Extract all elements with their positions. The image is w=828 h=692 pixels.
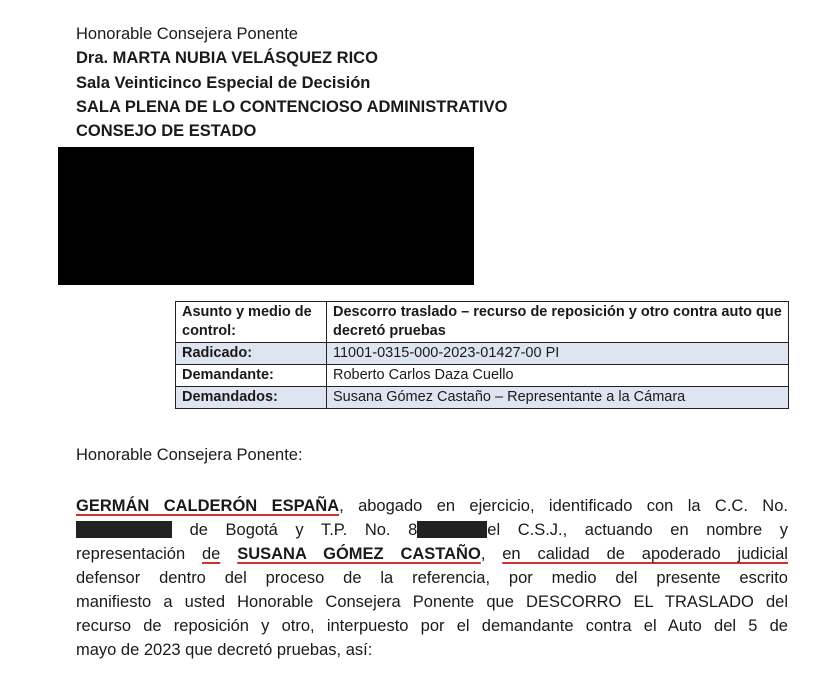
addressee-court: CONSEJO DE ESTADO bbox=[76, 122, 257, 140]
body-line bbox=[76, 518, 788, 542]
lawyer-name: GERMÁN CALDERÓN ESPAÑA bbox=[76, 497, 340, 515]
salutation: Honorable Consejera Ponente: bbox=[76, 446, 303, 464]
body-text: de Bogotá y T.P. No. bbox=[189, 521, 391, 539]
body-line: recurso de reposición y otro, interpuesto por el demandante contra el Auto del 5 de bbox=[76, 617, 788, 635]
addressee-title: Honorable Consejera Ponente bbox=[76, 25, 298, 43]
row-value: 11001-0315-000-2023-01427-00 PI bbox=[327, 343, 789, 365]
body-line: defensor dentro del proceso de la referencia, por medio del presente escrito bbox=[76, 569, 788, 587]
body-text: representación bbox=[76, 545, 186, 563]
row-label: Radicado: bbox=[176, 343, 327, 365]
row-label: Demandante: bbox=[176, 365, 327, 387]
addressee-court-section: SALA PLENA DE LO CONTENCIOSO ADMINISTRATIVO bbox=[76, 98, 508, 116]
body-text: , bbox=[480, 545, 486, 563]
body-text: en calidad de apoderado judicial bbox=[502, 545, 788, 563]
row-value: Descorro traslado – recurso de reposición y otro contra auto que decretó pruebas bbox=[327, 302, 789, 343]
body-line: manifiesto a usted Honorable Consejera Ponente que DESCORRO EL TRASLADO del bbox=[76, 593, 788, 611]
row-label: Demandados: bbox=[176, 387, 327, 409]
body-line bbox=[76, 494, 788, 518]
body-text: el C.S.J., actuando en nombre y bbox=[487, 521, 788, 539]
table-row bbox=[176, 302, 789, 343]
row-label: Asunto y medio de control: bbox=[176, 302, 327, 343]
case-info-table bbox=[175, 301, 789, 409]
redacted-tp bbox=[417, 521, 487, 538]
row-value: Roberto Carlos Daza Cuello bbox=[327, 365, 789, 387]
addressee-name: Dra. MARTA NUBIA VELÁSQUEZ RICO bbox=[76, 49, 378, 67]
client-name: SUSANA GÓMEZ CASTAÑO bbox=[237, 545, 481, 563]
redacted-id bbox=[76, 521, 172, 538]
body-text: , abogado en ejercicio, identificado con la C.C. No. bbox=[339, 497, 788, 515]
table-row bbox=[176, 365, 789, 387]
row-value: Susana Gómez Castaño – Representante a la Cámara bbox=[327, 387, 789, 409]
body-line bbox=[76, 542, 788, 566]
addressee-chamber: Sala Veinticinco Especial de Decisión bbox=[76, 74, 371, 92]
table-row bbox=[176, 387, 789, 409]
body-text: 8 bbox=[408, 521, 418, 539]
redacted-block bbox=[58, 147, 474, 285]
body-line: mayo de 2023 que decretó pruebas, así: bbox=[76, 641, 373, 659]
body-text: de bbox=[202, 545, 221, 563]
table-row bbox=[176, 343, 789, 365]
